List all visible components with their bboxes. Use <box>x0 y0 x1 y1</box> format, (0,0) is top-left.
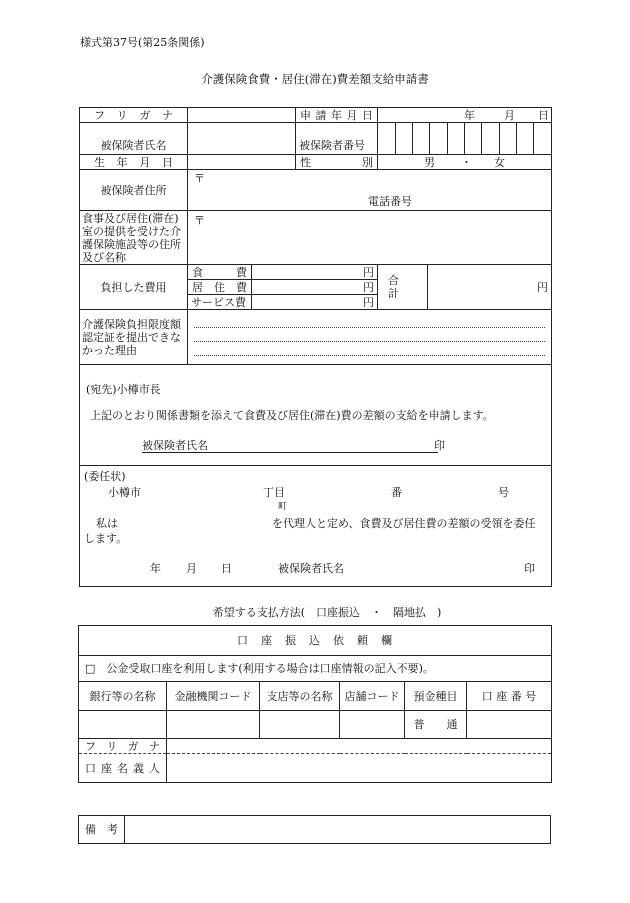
bank-transfer-table <box>78 625 552 783</box>
facility-label: 食事及び居住(滞在)室の提供を受けた介護保険施設等の住所及び名称 <box>80 211 188 265</box>
reason-line[interactable] <box>194 314 545 328</box>
form-number: 様式第37号(第25条関係) <box>80 36 205 49</box>
proxy-watashi: 私は <box>96 517 118 530</box>
digit-box[interactable] <box>378 123 395 154</box>
proxy-go: 号 <box>498 486 509 499</box>
phone-label: 電話番号 <box>368 195 412 208</box>
public-account-checkbox[interactable]: □ 公金受取口座を利用します(利用する場合は口座情報の記入不要)。 <box>79 656 552 682</box>
sex-male[interactable]: 男 <box>424 156 435 169</box>
sex-separator: ・ <box>461 156 472 169</box>
proxy-section <box>80 466 552 587</box>
payment-method-label[interactable]: 希望する支払方法( 口座振込 ・ 隔地払 ) <box>212 606 442 619</box>
reason-line[interactable] <box>194 328 545 342</box>
request-section <box>80 365 552 466</box>
header-bank-name: 銀行等の名称 <box>79 682 167 711</box>
postal-mark: 〒 <box>194 172 205 185</box>
digit-box[interactable] <box>413 123 430 154</box>
proxy-text-cont: します。 <box>84 532 128 545</box>
digit-box[interactable] <box>482 123 499 154</box>
request-text: 上記のとおり関係書類を添えて食費及び居住(滞在)費の差額の支給を申請します。 <box>90 409 494 422</box>
header-bank-code: 金融機関コード <box>167 682 260 711</box>
proxy-seal: 印 <box>524 562 535 575</box>
proxy-title: (委任状) <box>84 470 126 483</box>
sex-label: 性 別 <box>296 155 378 170</box>
proxy-day: 日 <box>221 562 232 575</box>
proxy-month: 月 <box>186 562 197 575</box>
date-year: 年 <box>464 109 475 122</box>
header-branch-code: 店舗コード <box>340 682 405 711</box>
digit-box[interactable] <box>499 123 516 154</box>
digit-box[interactable] <box>516 123 533 154</box>
holder-furigana-label: フ リ ガ ナ <box>79 739 167 754</box>
branch-code-field[interactable] <box>340 711 405 739</box>
remarks-table <box>78 815 551 844</box>
signer-seal: 印 <box>434 439 445 452</box>
insured-number-label: 被保険者番号 <box>296 123 378 155</box>
holder-field[interactable] <box>167 754 552 783</box>
service-cost-field[interactable] <box>252 295 378 310</box>
digit-box[interactable] <box>430 123 447 154</box>
digit-box[interactable] <box>464 123 481 154</box>
furigana-label: フ リ ガ ナ <box>80 108 188 123</box>
service-cost-label: サービス費 <box>188 295 252 310</box>
bank-name-field[interactable] <box>79 711 167 739</box>
transfer-title: 口 座 振 込 依 頼 欄 <box>79 626 552 656</box>
yen-unit: 円 <box>363 295 374 309</box>
addressee: (宛先)小樽市長 <box>86 383 161 396</box>
insured-name-field[interactable] <box>188 123 296 155</box>
remarks-label: 備 考 <box>79 816 125 844</box>
proxy-machi: 町 <box>278 502 288 512</box>
residence-cost-label: 居 住 費 <box>188 280 252 295</box>
proxy-city: 小樽市 <box>108 486 141 499</box>
birth-date-label: 生 年 月 日 <box>80 155 188 170</box>
meal-cost-field[interactable] <box>252 265 378 280</box>
remarks-field[interactable] <box>125 816 551 844</box>
header-account-number: 口 座 番 号 <box>467 682 552 711</box>
holder-label: 口 座 名 義 人 <box>79 754 167 783</box>
application-date-label: 申請年月日 <box>296 108 378 123</box>
proxy-ban: 番 <box>391 486 402 499</box>
date-month: 月 <box>504 109 515 122</box>
yen-unit: 円 <box>537 280 548 294</box>
furigana-field[interactable] <box>188 108 296 123</box>
signer-label: 被保険者氏名 <box>142 439 208 452</box>
date-day: 日 <box>538 109 549 122</box>
address-field[interactable] <box>188 170 552 211</box>
reason-field[interactable] <box>188 310 552 365</box>
form-title: 介護保険食費・居住(滞在)費差額支給申請書 <box>201 72 429 86</box>
digit-box[interactable] <box>534 123 551 154</box>
reason-label: 介護保険負担限度額認定証を提出できなかった理由 <box>80 310 188 365</box>
digit-box[interactable] <box>447 123 464 154</box>
yen-unit: 円 <box>363 280 374 294</box>
bank-code-field[interactable] <box>167 711 260 739</box>
total-field[interactable] <box>428 265 552 310</box>
insured-number-boxes[interactable] <box>378 123 552 155</box>
header-branch-name: 支店等の名称 <box>260 682 340 711</box>
meal-cost-label: 食 費 <box>188 265 252 280</box>
application-table <box>79 107 552 587</box>
sex-female[interactable]: 女 <box>494 156 505 169</box>
application-date-field[interactable] <box>378 108 552 123</box>
holder-furigana-field[interactable] <box>167 739 552 754</box>
proxy-year: 年 <box>150 562 161 575</box>
total-label: 合 計 <box>378 265 428 310</box>
yen-unit: 円 <box>363 265 374 279</box>
account-number-field[interactable] <box>467 711 552 739</box>
address-label: 被保険者住所 <box>80 170 188 211</box>
signer-underline[interactable] <box>142 452 438 453</box>
proxy-signer-label: 被保険者氏名 <box>278 562 344 575</box>
branch-name-field[interactable] <box>260 711 340 739</box>
digit-box[interactable] <box>395 123 412 154</box>
cost-label: 負担した費用 <box>80 265 188 310</box>
reason-line[interactable] <box>194 342 545 356</box>
residence-cost-field[interactable] <box>252 280 378 295</box>
sex-field[interactable] <box>378 155 552 170</box>
proxy-text: を代理人と定め、食費及び居住費の差額の受領を委任 <box>272 517 536 530</box>
facility-field[interactable] <box>188 211 552 265</box>
birth-date-field[interactable] <box>188 155 296 170</box>
insured-name-label: 被保険者氏名 <box>80 123 188 155</box>
facility-postal-mark: 〒 <box>194 214 205 227</box>
account-type-field[interactable]: 普 通 <box>405 711 467 739</box>
header-account-type: 預金種目 <box>405 682 467 711</box>
proxy-chome: 丁目 <box>263 486 285 499</box>
